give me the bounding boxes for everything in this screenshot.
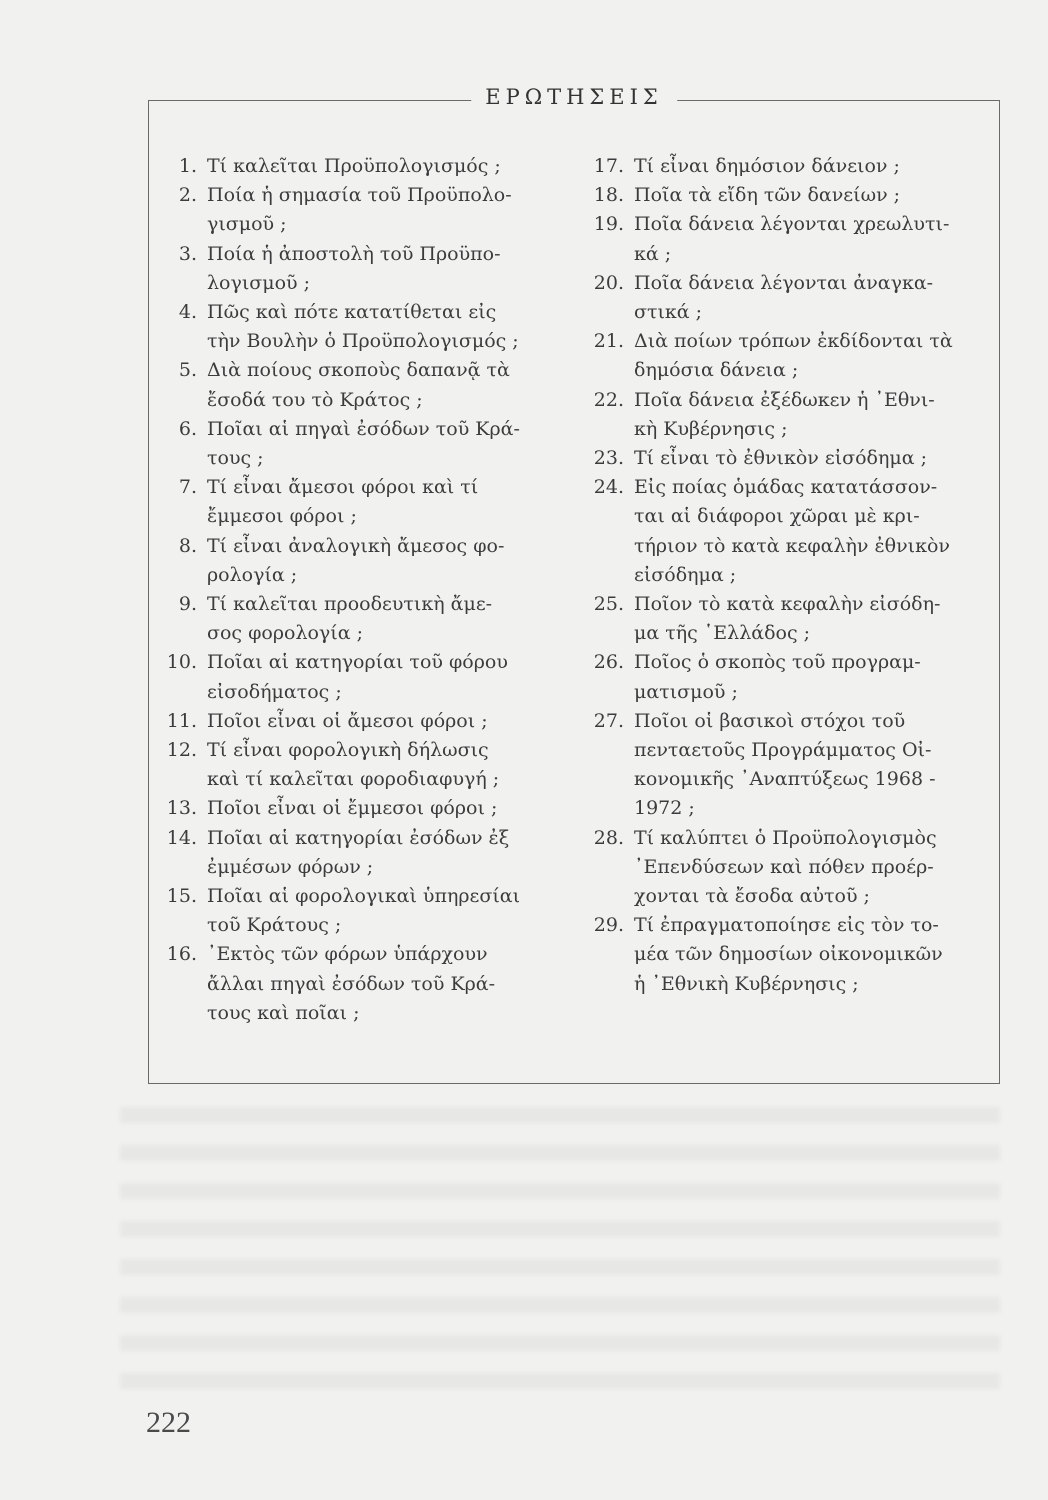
questions-left-column <box>165 152 565 1028</box>
question-text <box>634 386 992 444</box>
question-text-line: Ποῖοι εἶναι οἱ ἔμμεσοι φόροι ; <box>207 797 498 820</box>
question-text-line: εἰσοδήματος ; <box>207 680 342 703</box>
question-text-line: Τί εἶναι ἀναλογικὴ ἄμεσος φο- <box>207 534 505 557</box>
question-text-line: Τί καλεῖται Προϋπολογισμός ; <box>207 155 501 177</box>
question-number: 24. <box>593 476 624 499</box>
question-item <box>592 152 992 181</box>
question-text-line: τοῦ Κράτους ; <box>207 914 342 937</box>
question-text-line: Εἰς ποίας ὁμάδας κατατάσσον- <box>634 476 938 499</box>
question-text-line: Ποῖοι εἶναι οἱ ἄμεσοι φόροι ; <box>207 709 488 732</box>
question-text <box>634 707 992 824</box>
question-text-line: τους ; <box>207 447 264 470</box>
question-item <box>592 327 992 385</box>
question-text <box>207 415 565 473</box>
question-item <box>592 590 992 648</box>
question-text-line: Διὰ ποίους σκοποὺς δαπανᾷ τὰ <box>207 359 510 382</box>
question-text-line: κονομικῆς ᾿Αναπτύξεως 1968 - <box>634 768 936 791</box>
question-number: 2. <box>178 184 197 207</box>
question-text-line: Ποῖα δάνεια ἐξέδωκεν ἡ ᾿Εθνι- <box>634 388 935 411</box>
question-text <box>634 210 992 268</box>
question-text <box>207 590 565 648</box>
question-text-line: τους καὶ ποῖαι ; <box>207 1001 360 1024</box>
question-text <box>207 298 565 356</box>
question-item <box>165 298 565 356</box>
question-text-line: στικά ; <box>634 301 703 324</box>
question-text <box>634 152 992 181</box>
question-item <box>165 736 565 794</box>
question-text <box>634 911 992 999</box>
question-text-line: Τί καλεῖται προοδευτικὴ ἄμε- <box>207 593 493 616</box>
question-text-line: Ποῖον τὸ κατὰ κεφαλὴν εἰσόδη- <box>634 593 941 616</box>
question-item <box>165 794 565 823</box>
question-text-line: ρολογία ; <box>207 563 298 586</box>
question-item <box>592 648 992 706</box>
question-number: 20. <box>593 271 624 294</box>
question-text <box>207 532 565 590</box>
question-text-line: Διὰ ποίων τρόπων ἐκδίδονται τὰ <box>634 330 953 353</box>
question-text-line: κὴ Κυβέρνησις ; <box>634 417 788 440</box>
question-text <box>207 181 565 239</box>
question-item <box>165 181 565 239</box>
page-title: ΕΡΩΤΗΣΕΙΣ <box>471 85 677 109</box>
question-number: 9. <box>178 593 197 616</box>
question-text-line: Τί εἶναι δημόσιον δάνειον ; <box>634 155 900 177</box>
question-text-line: σος φορολογία ; <box>207 622 363 645</box>
question-text-line: Ποῖος ὁ σκοπὸς τοῦ προγραμ- <box>634 651 921 674</box>
question-item <box>165 590 565 648</box>
question-text-line: μέα τῶν δημοσίων οἰκονομικῶν <box>634 943 943 966</box>
question-text-line: Τί ἐπραγματοποίησε εἰς τὸν το- <box>634 914 939 937</box>
question-number: 10. <box>166 651 197 674</box>
question-number: 25. <box>593 593 624 616</box>
question-text-line: χονται τὰ ἔσοδα αὐτοῦ ; <box>634 885 870 908</box>
question-number: 8. <box>178 534 197 557</box>
question-item <box>165 532 565 590</box>
question-item <box>165 940 565 1028</box>
question-text-line: Ποῖα τὰ εἴδη τῶν δανείων ; <box>634 184 901 207</box>
question-number: 15. <box>166 885 197 908</box>
question-number: 4. <box>178 301 197 324</box>
question-item <box>165 824 565 882</box>
question-number: 28. <box>593 826 624 849</box>
question-number: 18. <box>593 184 624 207</box>
question-text-line: εἰσόδημα ; <box>634 563 737 586</box>
question-text-line: Ποῖαι αἱ φορολογικαὶ ὑπηρεσίαι <box>207 885 521 908</box>
question-text-line: Ποία ἡ σημασία τοῦ Προϋπολο- <box>207 184 512 207</box>
question-number: 1. <box>178 155 197 177</box>
bleed-through-text <box>120 1085 1000 1405</box>
question-item <box>165 648 565 706</box>
question-item <box>592 707 992 824</box>
question-item <box>592 210 992 268</box>
question-text <box>634 181 992 210</box>
question-text <box>207 940 565 1028</box>
question-number: 27. <box>593 709 624 732</box>
question-text-line: γισμοῦ ; <box>207 213 287 236</box>
question-text-line: Ποῖα δάνεια λέγονται ἀναγκα- <box>634 271 934 294</box>
question-text <box>207 824 565 882</box>
question-text <box>207 707 565 736</box>
question-item <box>165 882 565 940</box>
question-number: 6. <box>178 417 197 440</box>
question-text-line: ᾿Εκτὸς τῶν φόρων ὑπάρχουν <box>207 943 488 966</box>
question-item <box>592 473 992 590</box>
question-number: 19. <box>593 213 624 236</box>
question-text-line: Ποῖα δάνεια λέγονται χρεωλυτι- <box>634 213 950 236</box>
question-text-line: ματισμοῦ ; <box>634 680 738 703</box>
question-text <box>207 356 565 414</box>
question-text <box>634 269 992 327</box>
question-text <box>634 327 992 385</box>
question-text-line: ἡ ᾿Εθνικὴ Κυβέρνησις ; <box>634 972 859 995</box>
questions-right-column <box>592 152 992 999</box>
question-item <box>165 240 565 298</box>
question-number: 29. <box>593 914 624 937</box>
question-number: 26. <box>593 651 624 674</box>
question-text-line: ἔσοδά του τὸ Κράτος ; <box>207 388 423 411</box>
question-number: 5. <box>178 359 197 382</box>
question-item <box>592 386 992 444</box>
question-number: 17. <box>593 155 624 177</box>
question-text <box>634 648 992 706</box>
question-text-line: Τί εἶναι ἄμεσοι φόροι καὶ τί <box>207 476 479 499</box>
question-text-line: τήριον τὸ κατὰ κεφαλὴν ἐθνικὸν <box>634 534 950 557</box>
question-text <box>207 794 565 823</box>
question-text-line: Ποῖαι αἱ κατηγορίαι ἐσόδων ἐξ <box>207 826 510 849</box>
question-text-line: Ποία ἡ ἀποστολὴ τοῦ Προϋπο- <box>207 242 501 265</box>
question-text-line: Τί εἶναι τὸ ἐθνικὸν εἰσόδημα ; <box>634 447 927 470</box>
question-text <box>207 736 565 794</box>
question-text-line: ἔμμεσοι φόροι ; <box>207 505 357 528</box>
question-text-line: κά ; <box>634 242 672 265</box>
question-text <box>207 648 565 706</box>
question-number: 7. <box>178 476 197 499</box>
question-text-line: Ποῖαι αἱ κατηγορίαι τοῦ φόρου <box>207 651 508 674</box>
page-number: 222 <box>146 1406 191 1439</box>
question-item <box>592 444 992 473</box>
question-item <box>592 181 992 210</box>
question-number: 11. <box>166 709 197 732</box>
question-item <box>165 152 565 181</box>
question-text <box>207 240 565 298</box>
question-text-line: λογισμοῦ ; <box>207 271 311 294</box>
question-text-line: δημόσια δάνεια ; <box>634 359 799 382</box>
question-number: 23. <box>593 447 624 470</box>
question-text <box>207 152 565 181</box>
question-number: 12. <box>166 739 197 762</box>
question-text <box>207 473 565 531</box>
question-text-line: καὶ τί καλεῖται φοροδιαφυγή ; <box>207 768 500 791</box>
question-text-line: 1972 ; <box>634 797 695 820</box>
question-number: 16. <box>166 943 197 966</box>
question-item <box>592 824 992 912</box>
question-item <box>165 707 565 736</box>
question-text <box>634 444 992 473</box>
question-text-line: ἄλλαι πηγαὶ ἐσόδων τοῦ Κρά- <box>207 972 496 995</box>
question-text-line: τὴν Βουλὴν ὁ Προϋπολογισμός ; <box>207 330 519 353</box>
question-text <box>207 882 565 940</box>
question-number: 3. <box>178 242 197 265</box>
question-number: 13. <box>166 797 197 820</box>
question-text-line: πενταετοῦς Προγράμματος Οἰ- <box>634 739 932 762</box>
question-item <box>592 269 992 327</box>
question-text-line: ἐμμέσων φόρων ; <box>207 855 374 878</box>
question-number: 14. <box>166 826 197 849</box>
question-number: 21. <box>593 330 624 353</box>
question-text-line: μα τῆς ῾Ελλάδος ; <box>634 622 811 645</box>
question-text <box>634 590 992 648</box>
question-text <box>634 824 992 912</box>
question-text-line: Τί καλύπτει ὁ Προϋπολογισμὸς <box>634 826 937 849</box>
question-text-line: ται αἱ διάφοροι χῶραι μὲ κρι- <box>634 505 920 528</box>
question-item <box>592 911 992 999</box>
question-text <box>634 473 992 590</box>
question-text-line: Ποῖοι οἱ βασικοὶ στόχοι τοῦ <box>634 709 906 732</box>
question-number: 22. <box>593 388 624 411</box>
question-item <box>165 356 565 414</box>
question-item <box>165 473 565 531</box>
question-text-line: Τί εἶναι φορολογικὴ δήλωσις <box>207 739 489 762</box>
question-text-line: Πῶς καὶ πότε κατατίθεται εἰς <box>207 301 497 324</box>
question-item <box>165 415 565 473</box>
question-text-line: ᾿Επενδύσεων καὶ πόθεν προέρ- <box>634 855 934 878</box>
question-text-line: Ποῖαι αἱ πηγαὶ ἐσόδων τοῦ Κρά- <box>207 417 520 440</box>
